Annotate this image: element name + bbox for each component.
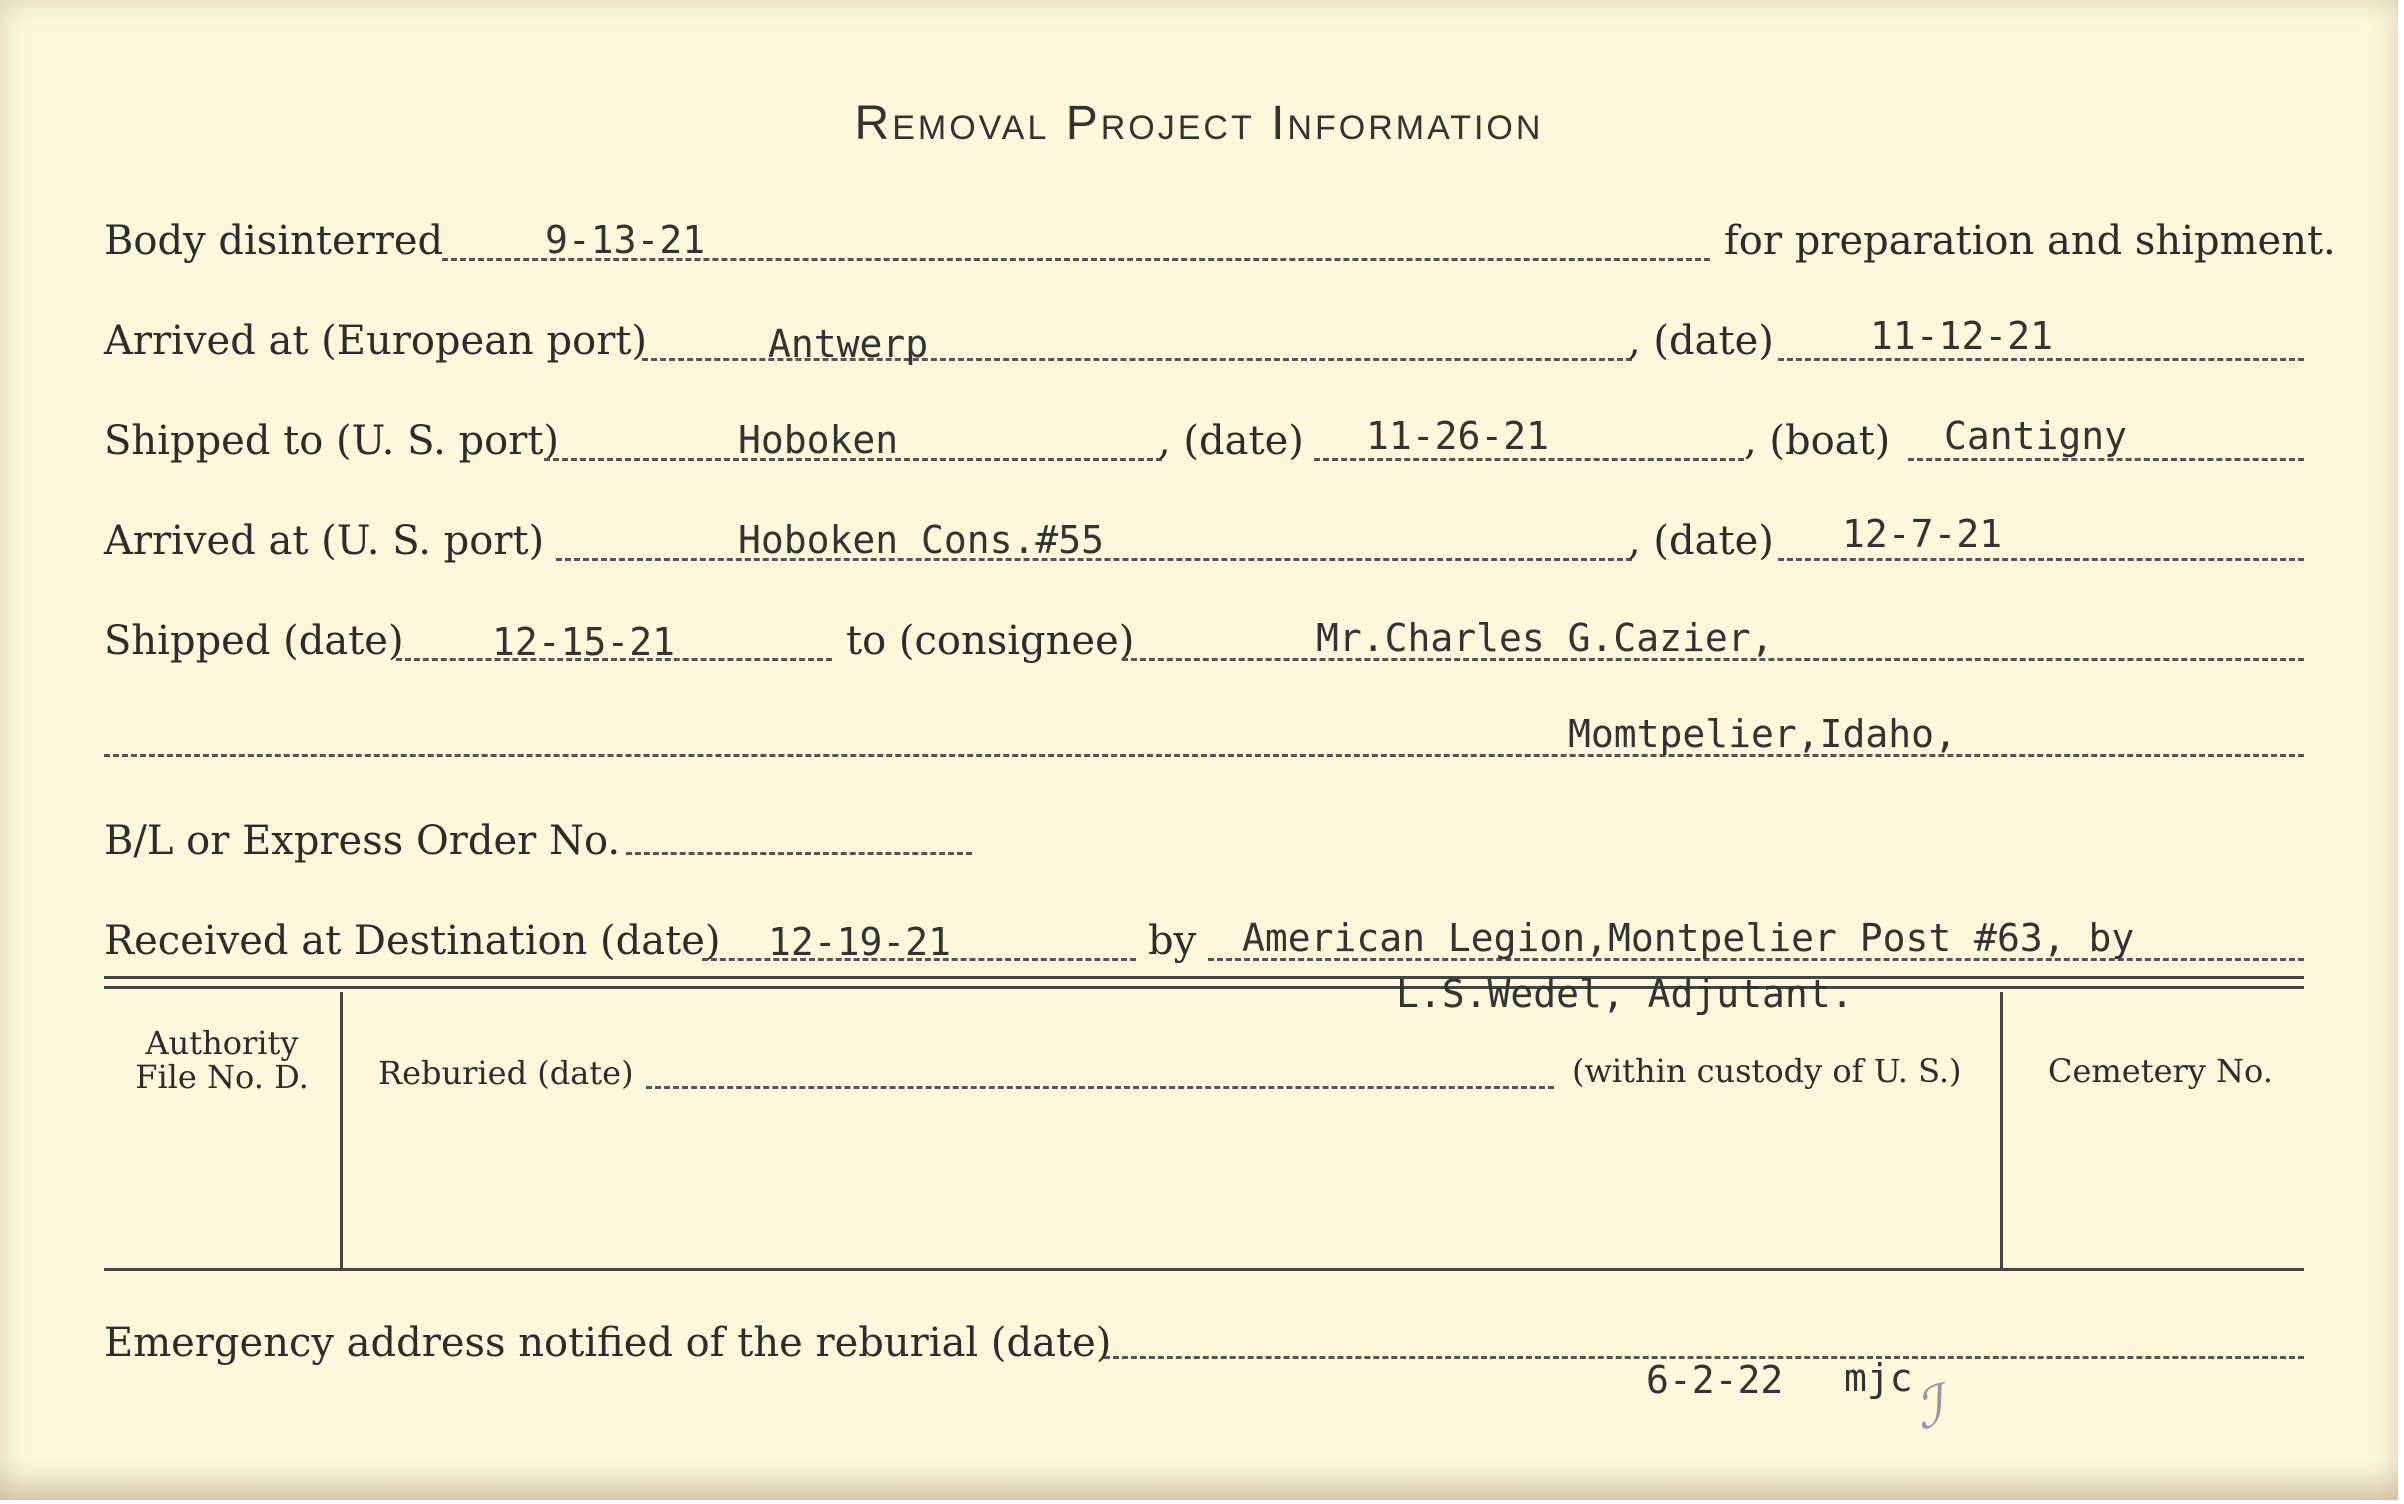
shipped-us-label: Shipped to (U. S. port)	[104, 418, 559, 464]
arrived-us-label: Arrived at (U. S. port)	[104, 518, 545, 564]
shipped-us-boat-line	[1908, 458, 2304, 461]
arrived-eu-label: Arrived at (European port)	[104, 318, 648, 364]
custody-label: (within custody of U. S.)	[1572, 1052, 1962, 1090]
reburied-line	[646, 1086, 1554, 1089]
card-title: Removal Project Information	[854, 97, 1544, 150]
shipped-label: Shipped (date)	[104, 618, 404, 664]
reburied-label: Reburied (date)	[378, 1054, 634, 1092]
received-date: 12-19-21	[768, 920, 952, 964]
shipped-date: 12-15-21	[492, 620, 676, 664]
arrived-eu-port: Antwerp	[768, 322, 929, 366]
arrived-us-date: 12-7-21	[1842, 512, 2003, 556]
table-top-rule-2	[104, 986, 2304, 989]
cemetery-label: Cemetery No.	[2048, 1052, 2273, 1090]
arrived-us-port: Hoboken Cons.#55	[738, 518, 1105, 562]
consignee-line-2	[104, 754, 2304, 757]
table-bottom-rule	[104, 1268, 2304, 1271]
table-divider-left	[340, 992, 343, 1268]
disinterred-suffix: for preparation and shipment.	[1724, 218, 2336, 264]
received-label: Received at Destination (date)	[104, 918, 721, 964]
authority-label-1: Authority	[145, 1024, 299, 1062]
shipped-us-date-line	[1314, 458, 1744, 461]
emergency-initials: mjc	[1844, 1356, 1913, 1400]
arrived-eu-date: 11-12-21	[1870, 314, 2054, 358]
handwritten-initial-mark: ℐ	[1909, 1373, 1949, 1444]
emergency-label: Emergency address notified of the reburial (date)	[104, 1320, 1112, 1366]
shipped-us-port: Hoboken	[738, 418, 899, 462]
arrived-us-date-label: , (date)	[1628, 518, 1774, 564]
received-by-label: by	[1148, 918, 1197, 964]
bl-line	[626, 852, 972, 855]
authority-label-2: File No. D.	[135, 1058, 309, 1096]
disinterred-label: Body disinterred	[104, 218, 444, 264]
table-top-rule-1	[104, 976, 2304, 979]
received-by-continued: L.S.Wedel, Adjutant.	[1396, 972, 1854, 1016]
emergency-date: 6-2-22	[1646, 1358, 1784, 1402]
received-by: American Legion,Montpelier Post #63, by	[1242, 916, 2135, 960]
arrived-eu-date-line	[1778, 358, 2304, 361]
bl-label: B/L or Express Order No.	[104, 818, 621, 864]
arrived-us-date-line	[1778, 558, 2304, 561]
shipped-us-date-label: , (date)	[1158, 418, 1304, 464]
table-divider-right	[2000, 992, 2003, 1268]
shipped-us-boat-label: , (boat)	[1744, 418, 1891, 464]
shipped-us-date: 11-26-21	[1366, 414, 1550, 458]
consignee-address: Momtpelier,Idaho,	[1568, 712, 1957, 756]
disinterred-date: 9-13-21	[545, 218, 706, 262]
consignee-label: to (consignee)	[846, 618, 1135, 664]
shipped-us-boat: Cantigny	[1944, 414, 2128, 458]
arrived-eu-date-label: , (date)	[1628, 318, 1774, 364]
consignee-name: Mr.Charles G.Cazier,	[1316, 616, 1774, 660]
